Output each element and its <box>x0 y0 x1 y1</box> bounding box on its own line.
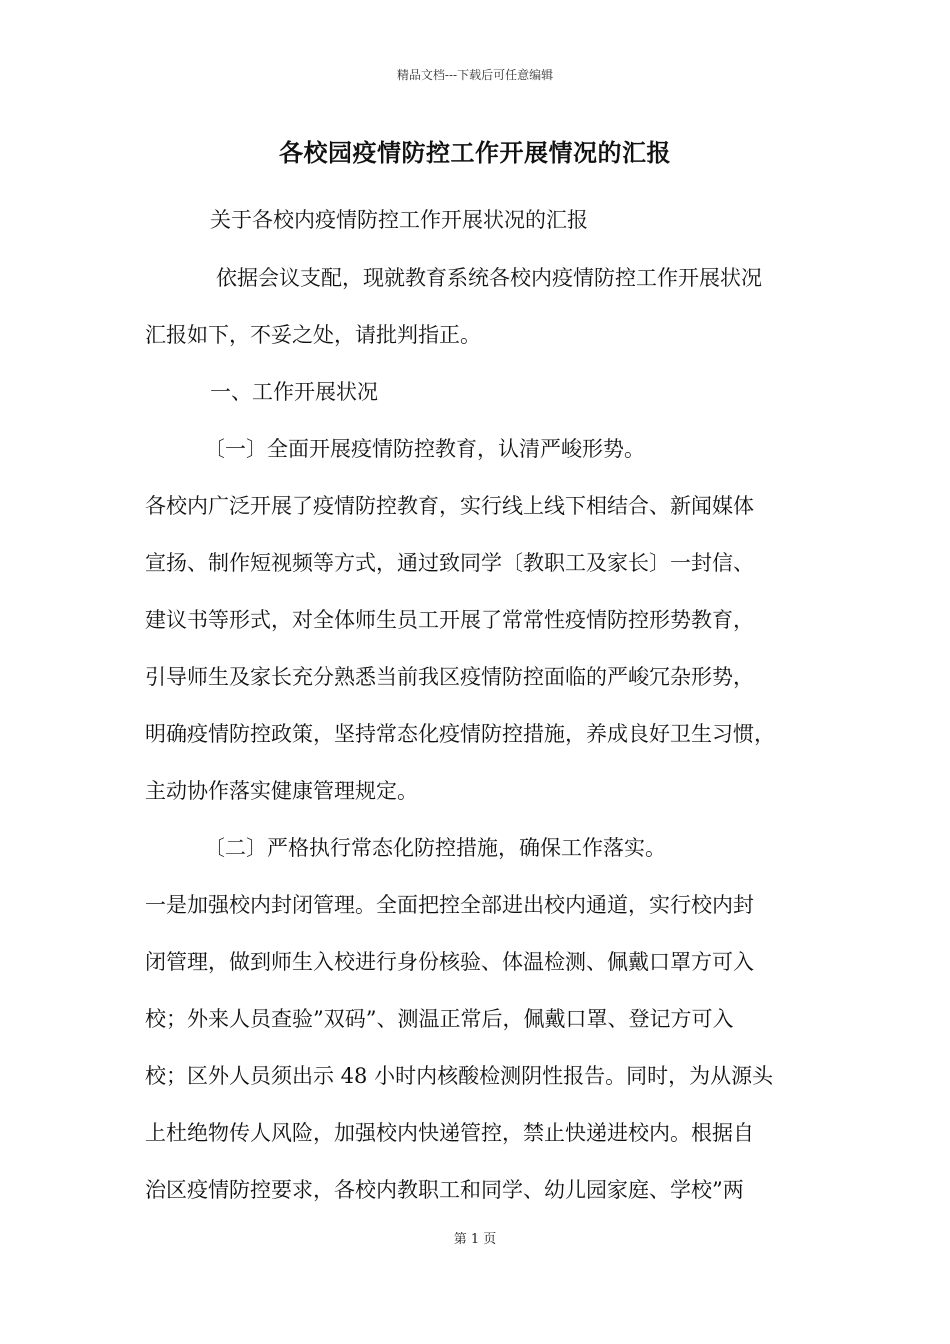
paragraph-line: 闭管理，做到师生入校进行身份核验、体温检测、佩戴口罩方可入 <box>145 950 754 974</box>
document-title: 各校园疫情防控工作开展情况的汇报 <box>279 138 671 167</box>
subsection-heading: 〔二〕严格执行常态化防控措施，确保工作落实。 <box>204 836 666 860</box>
paragraph-line: 汇报如下，不妥之处，请批判指正。 <box>145 323 481 347</box>
section-heading: 一、工作开展状况 <box>210 380 378 404</box>
paragraph-line: 明确疫情防控政策，坚持常态化疫情防控措施，养成良好卫生习惯， <box>145 722 775 746</box>
paragraph-line: 校；外来人员查验”双码”、测温正常后，佩戴口罩、登记方可入 <box>145 1007 734 1031</box>
paragraph-line: 建议书等形式，对全体师生员工开展了常常性疫情防控形势教育， <box>145 608 754 632</box>
paragraph-line: 引导师生及家长充分熟悉当前我区疫情防控面临的严峻冗杂形势， <box>145 665 754 689</box>
page-number: 第 1 页 <box>453 1232 497 1247</box>
paragraph-line: 主动协作落实健康管理规定。 <box>145 779 418 803</box>
paragraph-line: 治区疫情防控要求，各校内教职工和同学、幼儿园家庭、学校”两 <box>145 1178 744 1202</box>
subsection-heading: 〔一〕全面开展疫情防控教育，认清严峻形势。 <box>204 437 645 461</box>
paragraph-line: 上杜绝物传人风险，加强校内快递管控，禁止快递进校内。根据自 <box>145 1121 754 1145</box>
paragraph-line: 依据会议支配，现就教育系统各校内疫情防控工作开展状况 <box>216 266 762 290</box>
header-note: 精品文档---下载后可任意编辑 <box>396 68 554 82</box>
paragraph-line: 一是加强校内封闭管理。全面把控全部进出校内通道，实行校内封 <box>145 893 754 917</box>
subtitle-line: 关于各校内疫情防控工作开展状况的汇报 <box>210 208 588 232</box>
paragraph-line: 宣扬、制作短视频等方式，通过致同学〔教职工及家长〕一封信、 <box>145 551 754 575</box>
paragraph-line: 校；区外人员须出示 48 小时内核酸检测阴性报告。同时，为从源头 <box>145 1064 774 1088</box>
paragraph-line: 各校内广泛开展了疫情防控教育，实行线上线下相结合、新闻媒体 <box>145 494 754 518</box>
